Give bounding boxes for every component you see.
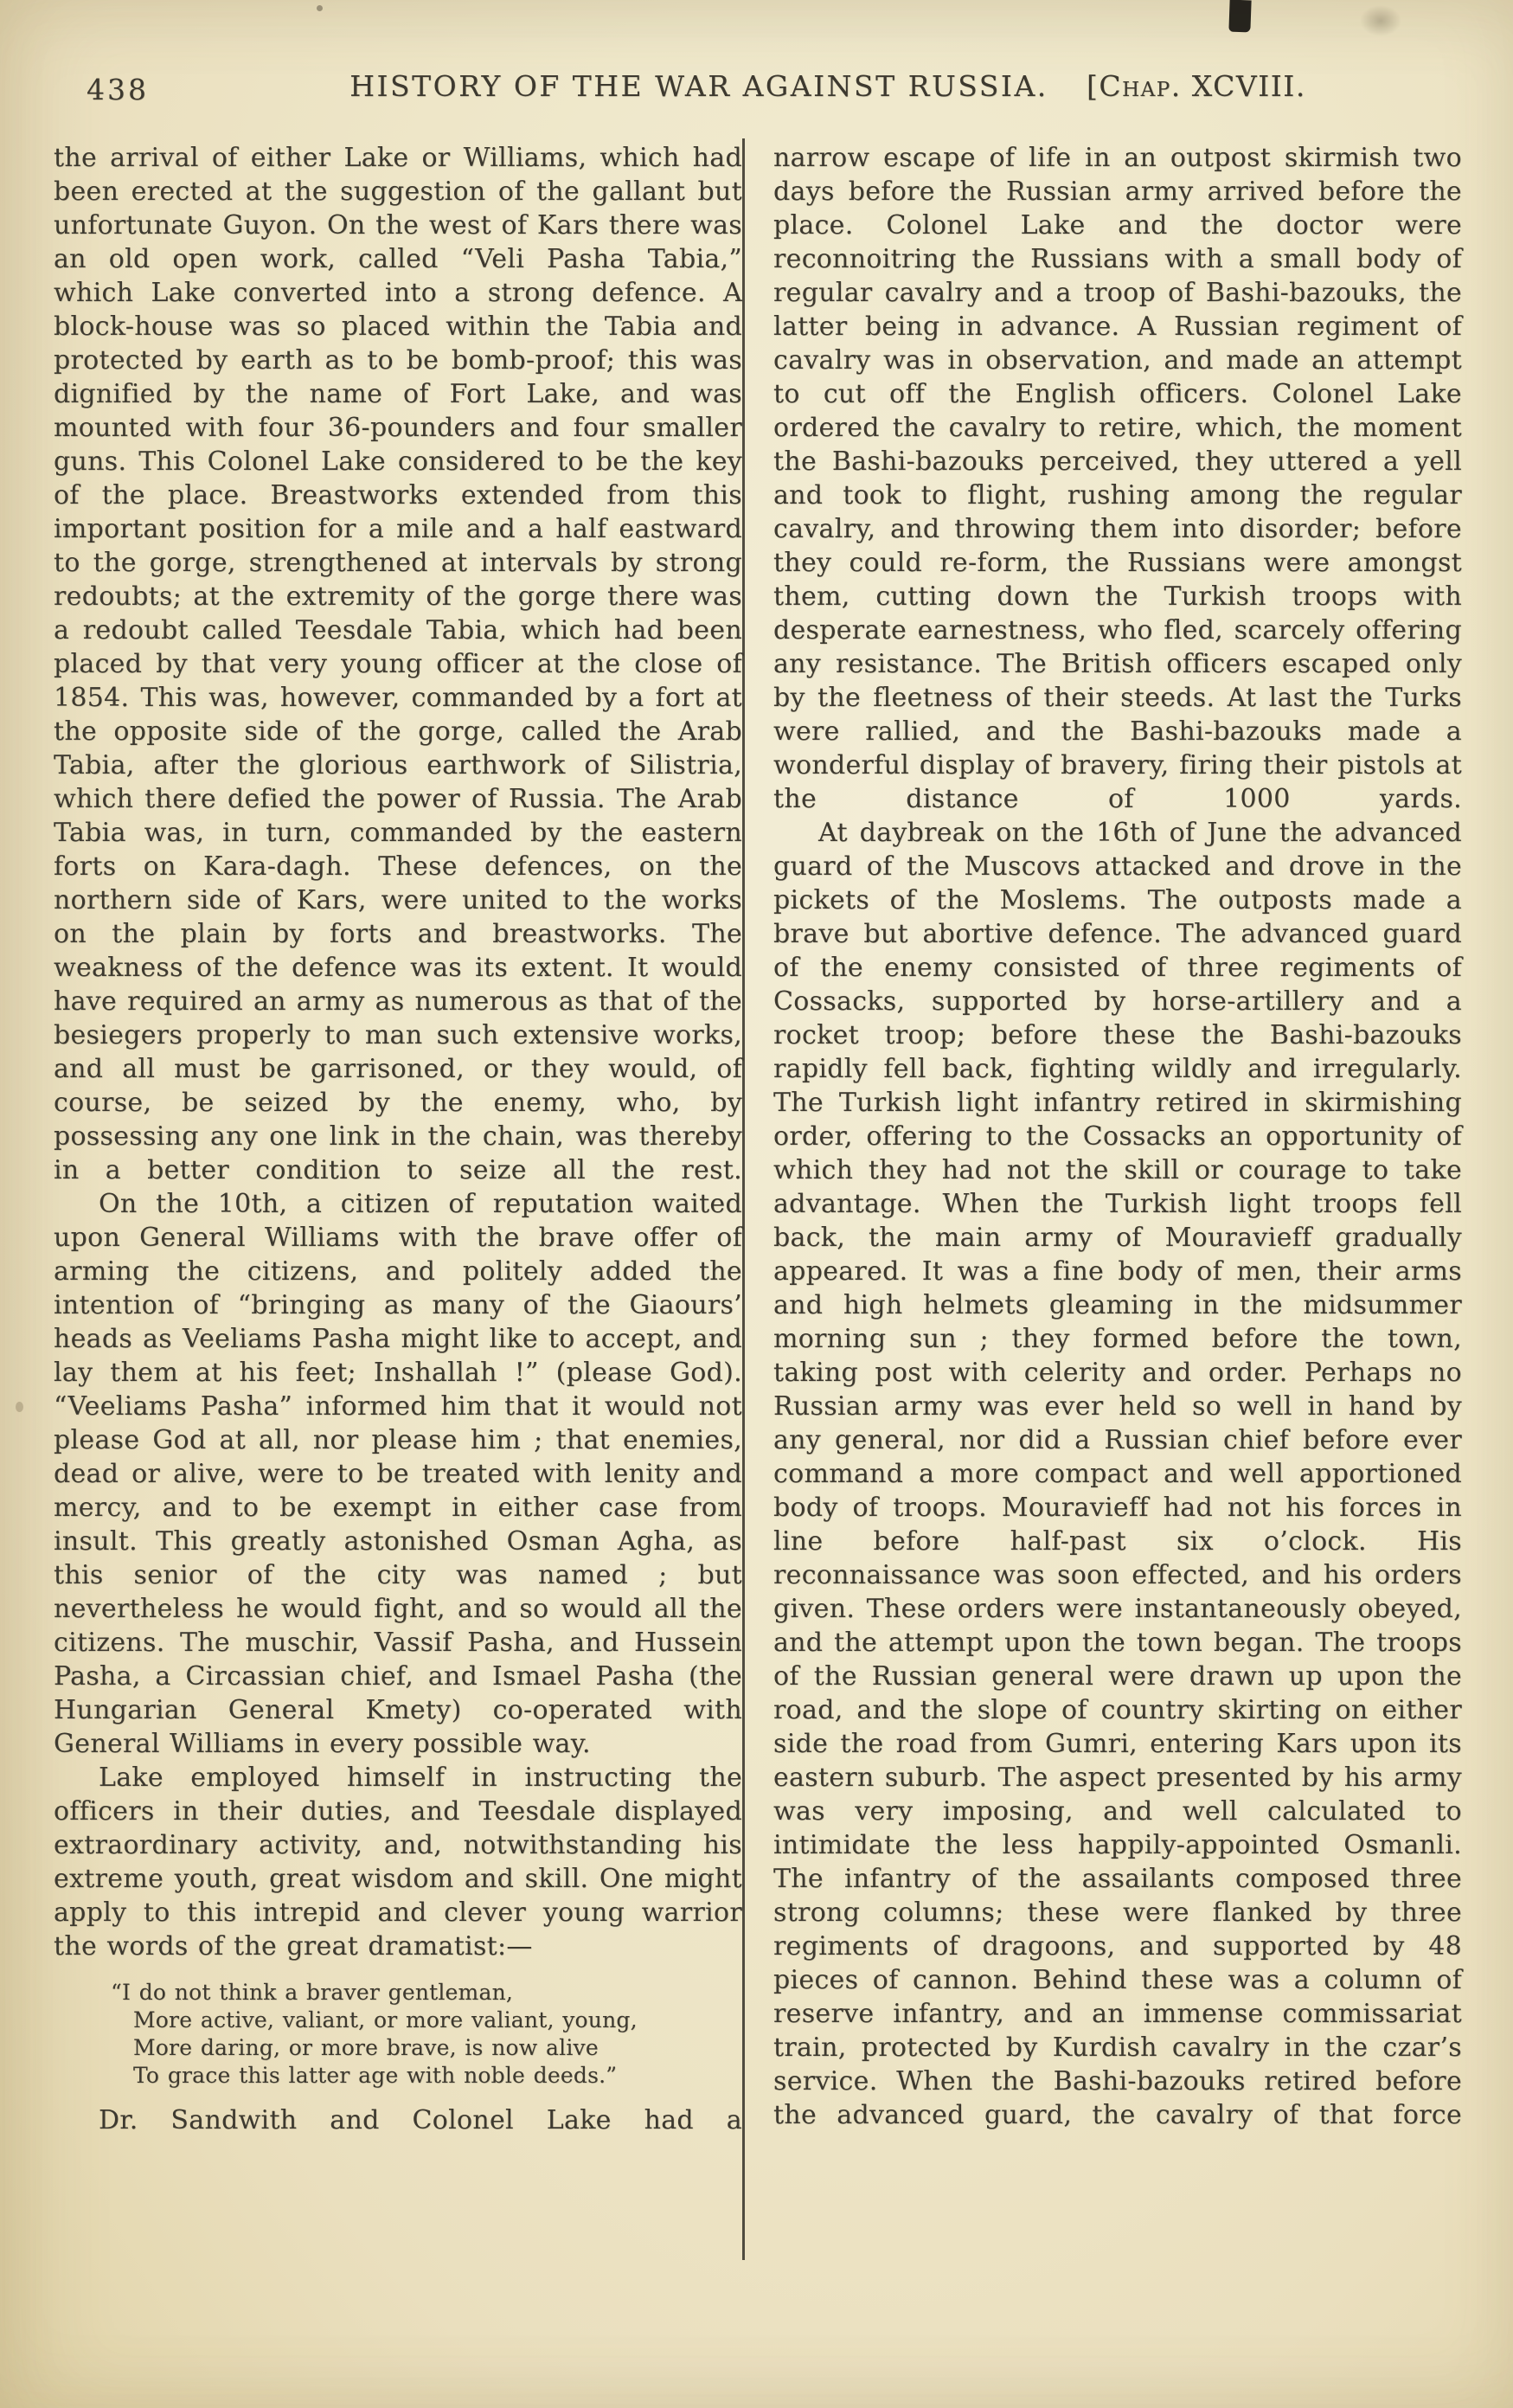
page-header — [0, 69, 1513, 112]
verse-line: “I do not think a braver gentleman, — [111, 1980, 514, 2005]
running-title: HISTORY OF THE WAR AGAINST RUSSIA. — [349, 69, 1048, 103]
paragraph: At daybreak on the 16th of June the advanced guard of the Muscovs attacked and drove in the pickets of the Moslems. The outposts made a brave but abortive defence. The advanced guard of the enemy consisted of three regiments of Cossacks, supported by horse-artillery and a rocket troop; before these the Bashi-bazouks rapidly fell back, fighting wildly and irregularly. The Turkish light infantry retired in skirmishing order, offering to the Cossacks an opportunity of which they had not the skill or courage to take advantage. When the Turkish light troops fell back, the main army of Mouravieff gradually appeared. It was a fine body of men, their arms and high helmets gleaming in the midsummer morning sun ; they formed before the town, taking post with celerity and order. Perhaps no Russian army was ever held so well in hand by any general, nor did a Russian chief before ever command a more compact and well apportioned body of troops. Mouravieff had not his forces in line before half-past six o’clock. His reconnaissance was soon effected, and his orders given. These orders were instantaneously obeyed, and the attempt upon the town began. The troops of the Russian general were drawn up upon the road, and the slope of country skirting on either side the road from Gumri, entering Kars upon its eastern suburb. The aspect presented by his army was very imposing, and well calculated to intimidate the less happily-appointed Osmanli. The infantry of the assailants composed three strong columns; these were flanked by three regiments of dragoons, and supported by 48 pieces of cannon. Behind these was a column of reserve infantry, and an immense commissariat train, protected by Kurdish cavalry in the czar’s service. When the Bashi-bazouks retired before the advanced guard, the cavalry of that force — [773, 818, 1462, 2130]
page-number: 438 — [87, 73, 149, 106]
paragraph-continuation: the arrival of either Lake or Williams, which had been erected at the suggestion of the gallant but unfortunate Guyon. On the west of Kars there was an old open work, called “Veli Pasha Tabia,” which Lake converted into a strong defence. A block-house was so placed within the Tabia and protected by earth as to be bomb-proof; this was dignified by the name of Fort Lake, and was mounted with four 36-pounders and four smaller guns. This Colonel Lake considered to be the key of the place. Breastworks extended from this important position for a mile and a half eastward to the gorge, strengthened at intervals by strong redoubts; at the extremity of the gorge there was a redoubt called Teesdale Tabia, which had been placed by that very young officer at the close of 1854. This was, however, commanded by a fort at the opposite side of the gorge, called the Arab Tabia, after the glorious earthwork of Silistria, which there defied the power of Russia. The Arab Tabia was, in turn, commanded by the eastern forts on Kara-dagh. These defences, on the northern side of Kars, were united to the works on the plain by forts and breastworks. The weakness of the defence was its extent. It would have required an army as numerous as that of the besiegers properly to man such extensive works, and all must be garrisoned, or they would, of course, be seized by the enemy, who, by possessing any one link in the chain, was thereby in a better condition to seize all the rest. — [54, 143, 742, 1185]
left-column — [54, 141, 742, 2137]
verse-line: To grace this latter age with noble deeds.” — [133, 2063, 618, 2088]
scan-speck — [16, 1402, 23, 1412]
scan-speck — [317, 5, 323, 11]
verse-line: More active, valiant, or more valiant, young, — [133, 2007, 638, 2032]
paragraph: Dr. Sandwith and Colonel Lake had a — [99, 2105, 742, 2135]
column-divider-rule — [742, 138, 745, 2260]
paragraph-continuation: narrow escape of life in an outpost skirmish two days before the Russian army arrived before the place. Colonel Lake and the doctor were reconnoitring the Russians with a small body of regular cavalry and a troop of Bashi-bazouks, the latter being in advance. A Russian regiment of cavalry was in observation, and made an attempt to cut off the English officers. Colonel Lake ordered the cavalry to retire, which, the moment the Bashi-bazouks perceived, they uttered a yell and took to flight, rushing among the regular cavalry, and throwing them into disorder; before they could re-form, the Russians were amongst them, cutting down the Turkish troops with desperate earnestness, who fled, scarcely offering any resistance. The British officers escaped only by the fleetness of their steeds. At last the Turks were rallied, and the Bashi-bazouks made a wonderful display of bravery, firing their pistols at the distance of 1000 yards. — [773, 143, 1462, 814]
verse-line: More daring, or more brave, is now alive — [133, 2035, 599, 2060]
scan-smudge — [1360, 5, 1401, 36]
paragraph: On the 10th, a citizen of reputation waited upon General Williams with the brave offer of arming the citizens, and politely added the intention of “bringing as many of the Giaours’ heads as Veeliams Pasha might like to accept, and lay them at his feet; Inshallah !” (please God). “Veeliams Pasha” informed him that it would not please God at all, nor please him ; that enemies, dead or alive, were to be treated with lenity and mercy, and to be exempt in either case from insult. This greatly astonished Osman Agha, as this senior of the city was named ; but nevertheless he would fight, and so would all the citizens. The muschir, Vassif Pasha, and Hussein Pasha, a Circassian chief, and Ismael Pasha (the Hungarian General Kmety) co-operated with General Williams in every possible way. — [54, 1189, 742, 1759]
right-column — [773, 141, 1462, 2132]
paragraph: Lake employed himself in instructing the officers in their duties, and Teesdale displayed extraordinary activity, and, notwithstanding his extreme youth, great wisdom and skill. One might apply to this intrepid and clever young warrior the words of the great dramatist:— — [54, 1763, 742, 1962]
verse-quote — [111, 1979, 742, 2090]
chapter-reference: [Chap. XCVIII. — [1087, 69, 1306, 103]
scan-artifact-mark — [1228, 0, 1251, 32]
